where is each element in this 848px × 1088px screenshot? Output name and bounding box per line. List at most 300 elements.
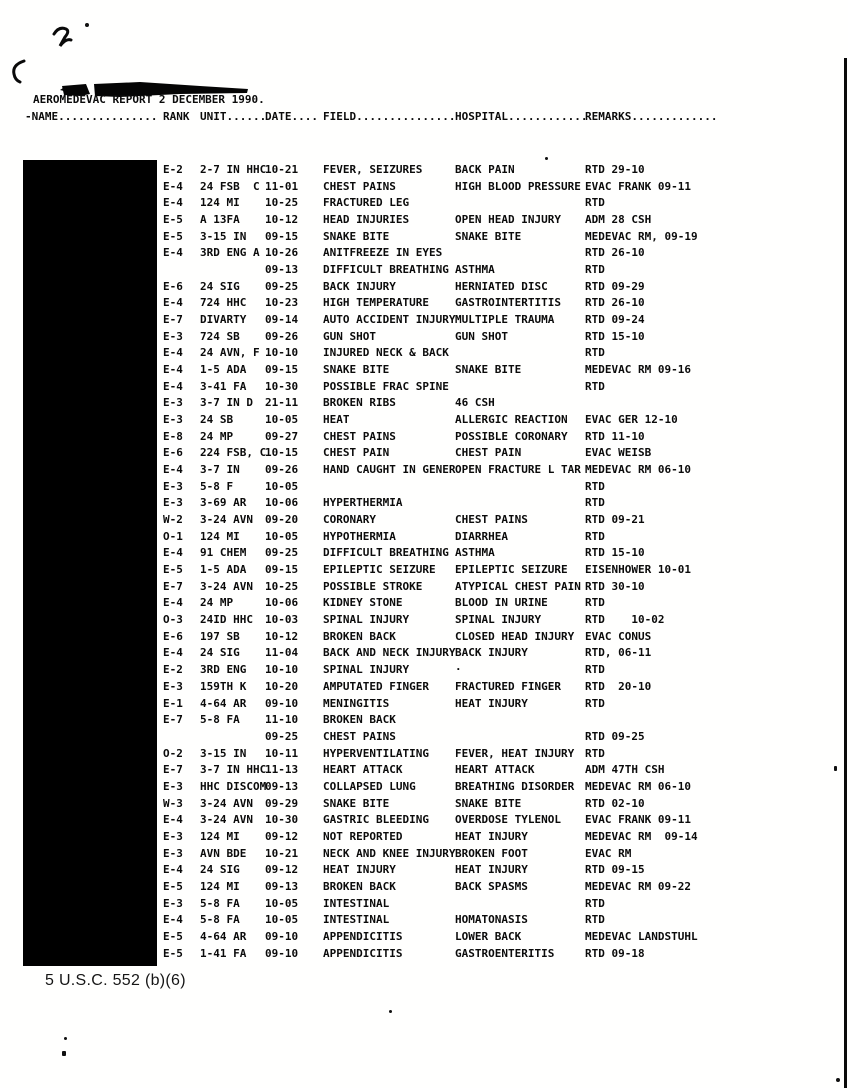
cell-date: 09-15 [265, 363, 299, 377]
cell-remarks: EVAC WEISB [585, 446, 652, 460]
cell-date: 09-10 [265, 946, 299, 960]
table-row [163, 896, 848, 913]
cell-unit: 3-7 IN [200, 463, 240, 477]
cell-field: SNAKE BITE [323, 363, 390, 377]
cell-date: 10-15 [265, 446, 299, 460]
cell-remarks: MEDEVAC RM 09-16 [585, 363, 691, 377]
cell-date: 09-13 [265, 263, 299, 277]
cell-field: CHEST PAINS [323, 729, 396, 743]
table-header-row [25, 110, 835, 123]
cell-field: FRACTURED LEG [323, 196, 410, 210]
cell-field: APPENDICITIS [323, 946, 403, 960]
cell-hospital: HIGH BLOOD PRESSURE [455, 179, 581, 193]
cell-rank: E-2 [163, 663, 183, 677]
table-row [163, 379, 848, 396]
cell-date: 09-20 [265, 513, 299, 527]
cell-field: GASTRIC BLEEDING [323, 813, 429, 827]
table-row [163, 429, 848, 446]
cell-date: 09-26 [265, 329, 299, 343]
cell-field: NECK AND KNEE INJURY [323, 846, 456, 860]
cell-field: BROKEN BACK [323, 629, 396, 643]
cell-field: HEART ATTACK [323, 763, 403, 777]
cell-field: DIFFICULT BREATHING [323, 263, 449, 277]
cell-date: 10-20 [265, 679, 299, 693]
cell-remarks: RTD 09-18 [585, 946, 645, 960]
cell-date: 09-12 [265, 829, 299, 843]
cell-date: 09-15 [265, 229, 299, 243]
cell-unit: 24 MP [200, 429, 234, 443]
table-row [163, 662, 848, 679]
cell-remarks: RTD 09-25 [585, 729, 645, 743]
cell-unit: 3-24 AVN [200, 813, 253, 827]
cell-unit: 3-7 IN HHC [200, 763, 267, 777]
cell-rank: E-3 [163, 829, 183, 843]
cell-remarks: RTD [585, 379, 605, 393]
cell-rank: O-3 [163, 613, 183, 627]
table-row [163, 312, 848, 329]
table-row [163, 612, 848, 629]
cell-hospital [455, 345, 585, 362]
cell-rank: E-3 [163, 496, 183, 510]
cell-field: APPENDICITIS [323, 929, 403, 943]
cell-remarks: EVAC RM [585, 846, 632, 860]
cell-hospital: BLOOD IN URINE [455, 596, 548, 610]
cell-remarks: ADM 28 CSH [585, 213, 652, 227]
cell-remarks: RTD [585, 479, 605, 493]
cell-field: BROKEN BACK [323, 879, 396, 893]
table-row [163, 796, 848, 813]
cell-date: 10-30 [265, 379, 299, 393]
cell-rank: E-3 [163, 846, 183, 860]
cell-field: SPINAL INJURY [323, 613, 410, 627]
cell-date: 09-26 [265, 463, 299, 477]
cell-hospital [455, 245, 585, 262]
cell-hospital: OPEN FRACTURE L TAR [455, 463, 581, 477]
cell-hospital [455, 195, 585, 212]
cell-field: POSSIBLE FRAC SPINE [323, 379, 449, 393]
table-body [163, 162, 848, 962]
table-row [163, 495, 848, 512]
cell-rank: E-7 [163, 763, 183, 777]
table-row [163, 829, 848, 846]
cell-unit: 1-41 FA [200, 946, 247, 960]
table-row [163, 512, 848, 529]
header-hospital: HOSPITAL............ [455, 110, 588, 123]
table-row [163, 579, 848, 596]
cell-rank: E-6 [163, 279, 183, 293]
cell-rank: E-4 [163, 246, 183, 260]
cell-unit: 24 AVN, F [200, 346, 260, 360]
cell-hospital [455, 729, 585, 746]
table-row [163, 395, 848, 412]
cell-field: HYPERTHERMIA [323, 496, 403, 510]
cell-hospital: ATYPICAL CHEST PAIN [455, 579, 581, 593]
cell-unit: 5-8 FA [200, 713, 240, 727]
cell-date: 09-27 [265, 429, 299, 443]
header-field: FIELD............... [323, 110, 456, 123]
report-title: AEROMEDEVAC REPORT 2 DECEMBER 1990. [33, 93, 265, 106]
cell-unit: 1-5 ADA [200, 363, 247, 377]
cell-field: CORONARY [323, 513, 376, 527]
cell-date: 10-05 [265, 896, 299, 910]
cell-date: 10-25 [265, 579, 299, 593]
cell-remarks: RTD 29-10 [585, 163, 645, 176]
cell-rank: E-3 [163, 896, 183, 910]
table-row [163, 929, 848, 946]
table-row [163, 846, 848, 863]
cell-unit: 1-5 ADA [200, 563, 247, 577]
cell-hospital: DIARRHEA [455, 529, 508, 543]
cell-hospital: HEAT INJURY [455, 829, 528, 843]
table-row [163, 229, 848, 246]
cell-rank: E-5 [163, 929, 183, 943]
cell-unit: 3-69 AR [200, 496, 247, 510]
cell-hospital: POSSIBLE CORONARY [455, 429, 568, 443]
table-row [163, 595, 848, 612]
cell-unit: 24 MP [200, 596, 234, 610]
cell-field: NOT REPORTED [323, 829, 403, 843]
cell-hospital: BREATHING DISORDER [455, 779, 575, 793]
cell-date: 09-29 [265, 796, 299, 810]
cell-remarks: RTD [585, 663, 605, 677]
cell-hospital: ASTHMA [455, 546, 495, 560]
cell-rank: E-3 [163, 679, 183, 693]
cell-remarks: MEDEVAC RM 06-10 [585, 779, 691, 793]
cell-date: 09-10 [265, 929, 299, 943]
cell-hospital: OPEN HEAD INJURY [455, 213, 561, 227]
table-row [163, 362, 848, 379]
cell-rank: E-4 [163, 379, 183, 393]
scan-speck [389, 1010, 392, 1013]
cell-hospital: HEAT INJURY [455, 696, 528, 710]
scan-edge-line [844, 58, 847, 1088]
cell-unit: 24 SIG [200, 279, 240, 293]
cell-unit: 91 CHEM [200, 546, 247, 560]
cell-rank: E-4 [163, 813, 183, 827]
cell-date: 10-05 [265, 479, 299, 493]
cell-rank: W-3 [163, 796, 183, 810]
cell-date: 10-05 [265, 913, 299, 927]
table-row [163, 262, 848, 279]
table-row [163, 479, 848, 496]
cell-unit: 3-41 FA [200, 379, 247, 393]
cell-hospital [455, 479, 585, 496]
cell-remarks: RTD 26-10 [585, 296, 645, 310]
cell-hospital: ASTHMA [455, 263, 495, 277]
cell-remarks: RTD 02-10 [585, 796, 645, 810]
cell-remarks [585, 395, 848, 412]
table-row [163, 195, 848, 212]
cell-unit [200, 729, 265, 746]
cell-rank: E-4 [163, 346, 183, 360]
cell-unit: 724 SB [200, 329, 240, 343]
cell-hospital [455, 379, 585, 396]
cell-unit: 3RD ENG A [200, 246, 260, 260]
header-name: -NAME............... [25, 110, 158, 123]
cell-unit: 24ID HHC [200, 613, 253, 627]
cell-date: 10-26 [265, 246, 299, 260]
table-row [163, 412, 848, 429]
cell-rank: E-5 [163, 563, 183, 577]
cell-date: 11-04 [265, 646, 299, 660]
header-date: DATE.... [265, 110, 318, 123]
cell-remarks: RTD, 06-11 [585, 646, 652, 660]
cell-hospital: SNAKE BITE [455, 363, 522, 377]
redaction-box-names [23, 160, 157, 966]
cell-date: 10-12 [265, 213, 299, 227]
cell-unit: DIVARTY [200, 313, 247, 327]
cell-field: CHEST PAINS [323, 429, 396, 443]
cell-remarks: RTD 26-10 [585, 246, 645, 260]
cell-rank: E-3 [163, 413, 183, 427]
cell-field: ANITFREEZE IN EYES [323, 246, 443, 260]
cell-remarks: EVAC GER 12-10 [585, 413, 678, 427]
table-row [163, 295, 848, 312]
table-row [163, 946, 848, 963]
cell-field: HYPOTHERMIA [323, 529, 396, 543]
table-row [163, 329, 848, 346]
cell-hospital: HEART ATTACK [455, 763, 535, 777]
cell-rank: E-4 [163, 463, 183, 477]
cell-remarks: RTD 09-15 [585, 863, 645, 877]
table-row [163, 162, 848, 179]
cell-hospital: SPINAL INJURY [455, 613, 542, 627]
table-row [163, 746, 848, 763]
cell-unit: 4-64 AR [200, 929, 247, 943]
scan-speck [834, 766, 837, 771]
cell-rank: E-4 [163, 863, 183, 877]
cell-remarks: RTD 09-21 [585, 513, 645, 527]
cell-hospital: FRACTURED FINGER [455, 679, 561, 693]
cell-date: 10-11 [265, 746, 299, 760]
cell-hospital: MULTIPLE TRAUMA [455, 313, 555, 327]
cell-field: MENINGITIS [323, 696, 390, 710]
cell-remarks: EISENHOWER 10-01 [585, 563, 691, 577]
cell-hospital: BACK SPASMS [455, 879, 528, 893]
cell-rank: E-8 [163, 429, 183, 443]
cell-rank: E-3 [163, 396, 183, 410]
cell-unit: A 13FA [200, 213, 240, 227]
table-row [163, 712, 848, 729]
table-row [163, 862, 848, 879]
cell-date: 10-21 [265, 163, 299, 176]
table-row [163, 179, 848, 196]
cell-unit: 197 SB [200, 629, 240, 643]
cell-date: 09-25 [265, 546, 299, 560]
cell-remarks: RTD 10-02 [585, 613, 665, 627]
table-row [163, 679, 848, 696]
cell-field: EPILEPTIC SEIZURE [323, 563, 436, 577]
scan-hook-mark [6, 58, 32, 86]
table-row [163, 645, 848, 662]
cell-hospital: BACK PAIN [455, 163, 515, 176]
cell-rank: O-1 [163, 529, 183, 543]
cell-hospital: CHEST PAINS [455, 513, 528, 527]
cell-field: SPINAL INJURY [323, 663, 410, 677]
cell-field: FEVER, SEIZURES [323, 163, 423, 176]
cell-field: CHEST PAIN [323, 446, 390, 460]
cell-remarks: RTD 15-10 [585, 546, 645, 560]
cell-unit: 3-24 AVN [200, 796, 253, 810]
cell-date: 09-12 [265, 863, 299, 877]
cell-rank: E-6 [163, 446, 183, 460]
cell-hospital: SNAKE BITE [455, 796, 522, 810]
cell-rank: E-3 [163, 479, 183, 493]
cell-hospital: BACK INJURY [455, 646, 528, 660]
cell-hospital: EPILEPTIC SEIZURE [455, 563, 568, 577]
cell-hospital: 46 CSH [455, 396, 495, 410]
cell-remarks: EVAC FRANK 09-11 [585, 179, 691, 193]
cell-field: BACK AND NECK INJURY [323, 646, 456, 660]
cell-unit: 4-64 AR [200, 696, 247, 710]
cell-rank: E-4 [163, 179, 183, 193]
cell-remarks: RTD [585, 346, 605, 360]
cell-remarks: MEDEVAC RM 06-10 [585, 463, 691, 477]
cell-date: 10-23 [265, 296, 299, 310]
foia-exemption-citation: 5 U.S.C. 552 (b)(6) [45, 972, 186, 989]
cell-date: 10-25 [265, 196, 299, 210]
cell-remarks: RTD 30-10 [585, 579, 645, 593]
cell-hospital: FEVER, HEAT INJURY [455, 746, 575, 760]
cell-rank: E-5 [163, 213, 183, 227]
cell-unit: 5-8 FA [200, 913, 240, 927]
cell-rank: E-5 [163, 229, 183, 243]
cell-remarks: EVAC CONUS [585, 629, 652, 643]
table-row [163, 912, 848, 929]
cell-remarks: RTD 20-10 [585, 679, 652, 693]
table-row [163, 445, 848, 462]
cell-hospital: HERNIATED DISC [455, 279, 548, 293]
cell-rank [163, 262, 200, 279]
cell-remarks: MEDEVAC RM 09-22 [585, 879, 691, 893]
cell-rank: E-3 [163, 329, 183, 343]
cell-field: AUTO ACCIDENT INJURY [323, 313, 456, 327]
cell-hospital: CLOSED HEAD INJURY [455, 629, 575, 643]
cell-rank: E-4 [163, 646, 183, 660]
cell-field: AMPUTATED FINGER [323, 679, 429, 693]
cell-remarks: MEDEVAC LANDSTUHL [585, 929, 698, 943]
cell-field: POSSIBLE STROKE [323, 579, 423, 593]
cell-date: 09-25 [265, 279, 299, 293]
table-row [163, 212, 848, 229]
cell-unit [200, 262, 265, 279]
cell-hospital: · [455, 663, 462, 677]
cell-unit: 124 MI [200, 196, 240, 210]
cell-field: HEAT INJURY [323, 863, 396, 877]
cell-hospital: OVERDOSE TYLENOL [455, 813, 561, 827]
cell-field: HIGH TEMPERATURE [323, 296, 429, 310]
cell-hospital: SNAKE BITE [455, 229, 522, 243]
cell-field: GUN SHOT [323, 329, 376, 343]
cell-date: 10-05 [265, 529, 299, 543]
cell-unit: 3-15 IN [200, 229, 247, 243]
scan-speck [85, 23, 89, 27]
table-row [163, 245, 848, 262]
cell-date: 09-25 [265, 729, 299, 743]
cell-date: 10-10 [265, 346, 299, 360]
cell-rank: W-2 [163, 513, 183, 527]
cell-hospital: CHEST PAIN [455, 446, 522, 460]
cell-remarks: RTD [585, 596, 605, 610]
cell-field: CHEST PAINS [323, 179, 396, 193]
cell-hospital: GASTROENTERITIS [455, 946, 555, 960]
cell-unit: 24 SIG [200, 863, 240, 877]
cell-remarks: EVAC FRANK 09-11 [585, 813, 691, 827]
cell-date: 09-15 [265, 563, 299, 577]
cell-unit: 24 FSB C [200, 179, 260, 193]
cell-date: 10-05 [265, 413, 299, 427]
table-row [163, 529, 848, 546]
cell-hospital: GUN SHOT [455, 329, 508, 343]
cell-date: 11-13 [265, 763, 299, 777]
cell-unit: 2-7 IN HHC [200, 163, 267, 176]
table-row [163, 696, 848, 713]
cell-rank: E-5 [163, 946, 183, 960]
cell-remarks: RTD 15-10 [585, 329, 645, 343]
cell-hospital [455, 896, 585, 913]
table-row [163, 562, 848, 579]
cell-field: COLLAPSED LUNG [323, 779, 416, 793]
cell-hospital [455, 495, 585, 512]
cell-unit: 224 FSB, C [200, 446, 267, 460]
cell-hospital [455, 712, 585, 729]
cell-date: 10-10 [265, 663, 299, 677]
cell-remarks: RTD [585, 496, 605, 510]
cell-remarks: RTD [585, 896, 605, 910]
table-row [163, 462, 848, 479]
cell-unit: 3-15 IN [200, 746, 247, 760]
cell-field: HEAD INJURIES [323, 213, 410, 227]
cell-date: 11-10 [265, 713, 299, 727]
cell-unit: 24 SIG [200, 646, 240, 660]
cell-remarks: MEDEVAC RM, 09-19 [585, 229, 698, 243]
cell-hospital: ALLERGIC REACTION [455, 413, 568, 427]
cell-date: 10-06 [265, 496, 299, 510]
cell-field: SNAKE BITE [323, 796, 390, 810]
table-row [163, 545, 848, 562]
cell-rank: E-1 [163, 696, 183, 710]
cell-field: BROKEN RIBS [323, 396, 396, 410]
cell-remarks: MEDEVAC RM 09-14 [585, 829, 698, 843]
cell-date: 09-13 [265, 779, 299, 793]
cell-field: BACK INJURY [323, 279, 396, 293]
cell-unit: 124 MI [200, 879, 240, 893]
cell-rank: E-4 [163, 546, 183, 560]
cell-rank: E-4 [163, 363, 183, 377]
cell-rank: E-4 [163, 596, 183, 610]
cell-date: 10-12 [265, 629, 299, 643]
cell-unit: 5-8 FA [200, 896, 240, 910]
cell-rank: E-5 [163, 879, 183, 893]
cell-hospital: LOWER BACK [455, 929, 522, 943]
table-row [163, 279, 848, 296]
cell-field: HEAT [323, 413, 350, 427]
cell-unit: 24 SB [200, 413, 234, 427]
header-remarks: REMARKS............. [585, 110, 718, 123]
cell-rank [163, 729, 200, 746]
cell-field: HAND CAUGHT IN GENER [323, 463, 456, 477]
cell-remarks: ADM 47TH CSH [585, 763, 665, 777]
cell-unit: 124 MI [200, 529, 240, 543]
cell-rank: E-7 [163, 579, 183, 593]
cell-date: 09-13 [265, 879, 299, 893]
cell-date: 09-14 [265, 313, 299, 327]
cell-field: INTESTINAL [323, 896, 390, 910]
cell-remarks: RTD 11-10 [585, 429, 645, 443]
cell-remarks [585, 712, 848, 729]
cell-remarks: RTD [585, 746, 605, 760]
table-row [163, 762, 848, 779]
